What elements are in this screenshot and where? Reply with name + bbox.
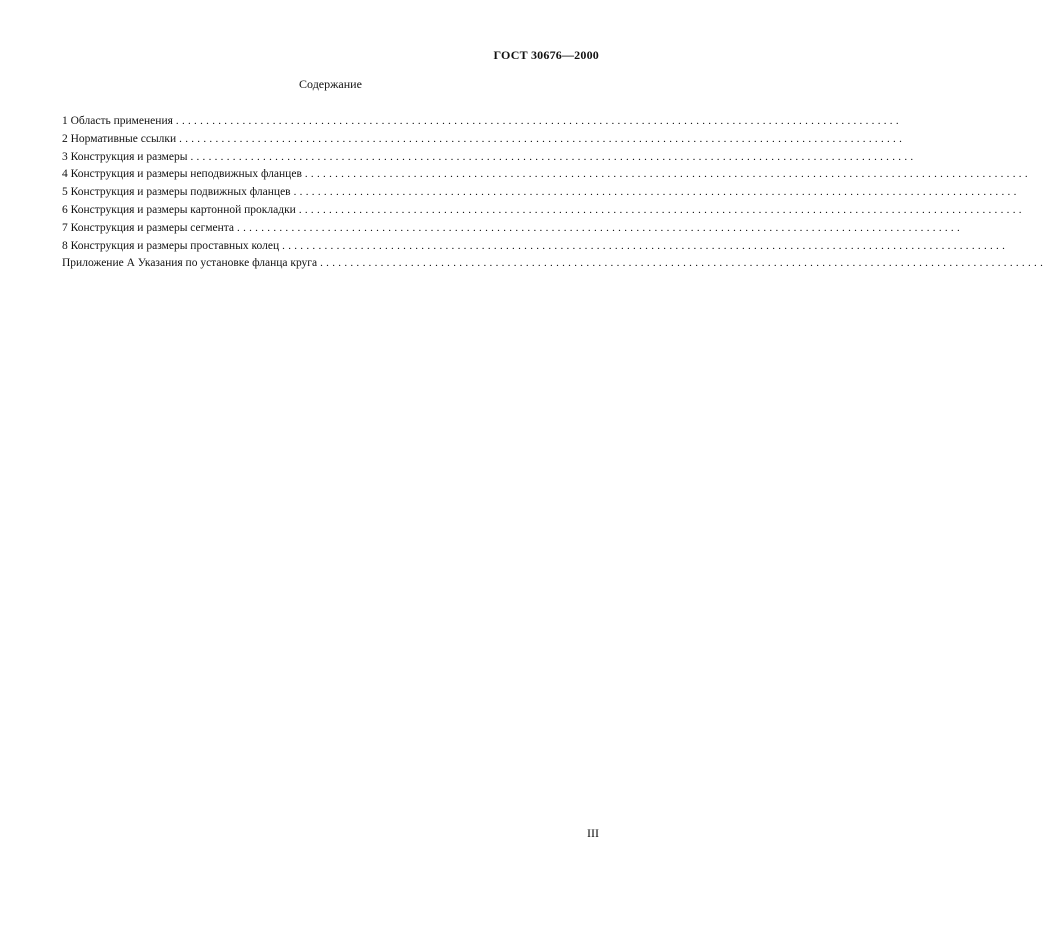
toc-entry[interactable]: [62, 257, 1046, 275]
toc-dot-leader: ........................................................................................................................: [298, 203, 1025, 216]
toc-entry[interactable]: [62, 150, 917, 169]
toc-entry[interactable]: [62, 239, 1009, 258]
toc-dot-leader: ........................................................................................................................: [304, 168, 1031, 181]
toc-dot-leader: ........................................................................................................................: [175, 115, 902, 127]
toc-entry-text: 1 Область применения: [62, 115, 173, 127]
toc-entry[interactable]: [62, 115, 902, 133]
document-code: ГОСТ 30676—2000: [493, 48, 599, 62]
toc-dot-leader: ........................................................................................................................: [190, 150, 917, 163]
table-of-contents: [62, 115, 1046, 275]
toc-title: Содержание: [299, 77, 362, 91]
toc-entry-text: 6 Конструкция и размеры картонной прокладки: [62, 203, 296, 216]
toc-dot-leader: ........................................................................................................................: [293, 186, 1020, 199]
toc-dot-leader: ........................................................................................................................: [179, 132, 906, 145]
toc-entry-text: 2 Нормативные ссылки: [62, 132, 177, 145]
toc-entry-text: Приложение А Указания по установке фланца круга: [62, 257, 318, 270]
toc-entry[interactable]: [62, 186, 1020, 204]
toc-entry-text: 5 Конструкция и размеры подвижных фланцев: [62, 186, 291, 199]
toc-entry[interactable]: [62, 203, 1025, 222]
toc-dot-leader: ........................................................................................................................: [282, 239, 1009, 252]
toc-entry[interactable]: [62, 132, 906, 151]
page-number: III: [587, 826, 599, 840]
toc-entry-text: 3 Конструкция и размеры: [62, 150, 188, 163]
toc-entry-text: 4 Конструкция и размеры неподвижных фланцев: [62, 168, 302, 181]
toc-entry[interactable]: [62, 221, 964, 240]
toc-entry-text: 8 Конструкция и размеры проставных колец: [62, 239, 280, 252]
toc-entry-text: 7 Конструкция и размеры сегмента: [62, 221, 235, 234]
toc-entry[interactable]: [62, 168, 1031, 186]
toc-dot-leader: ........................................................................................................................: [320, 257, 1046, 270]
toc-dot-leader: ........................................................................................................................: [237, 221, 964, 234]
